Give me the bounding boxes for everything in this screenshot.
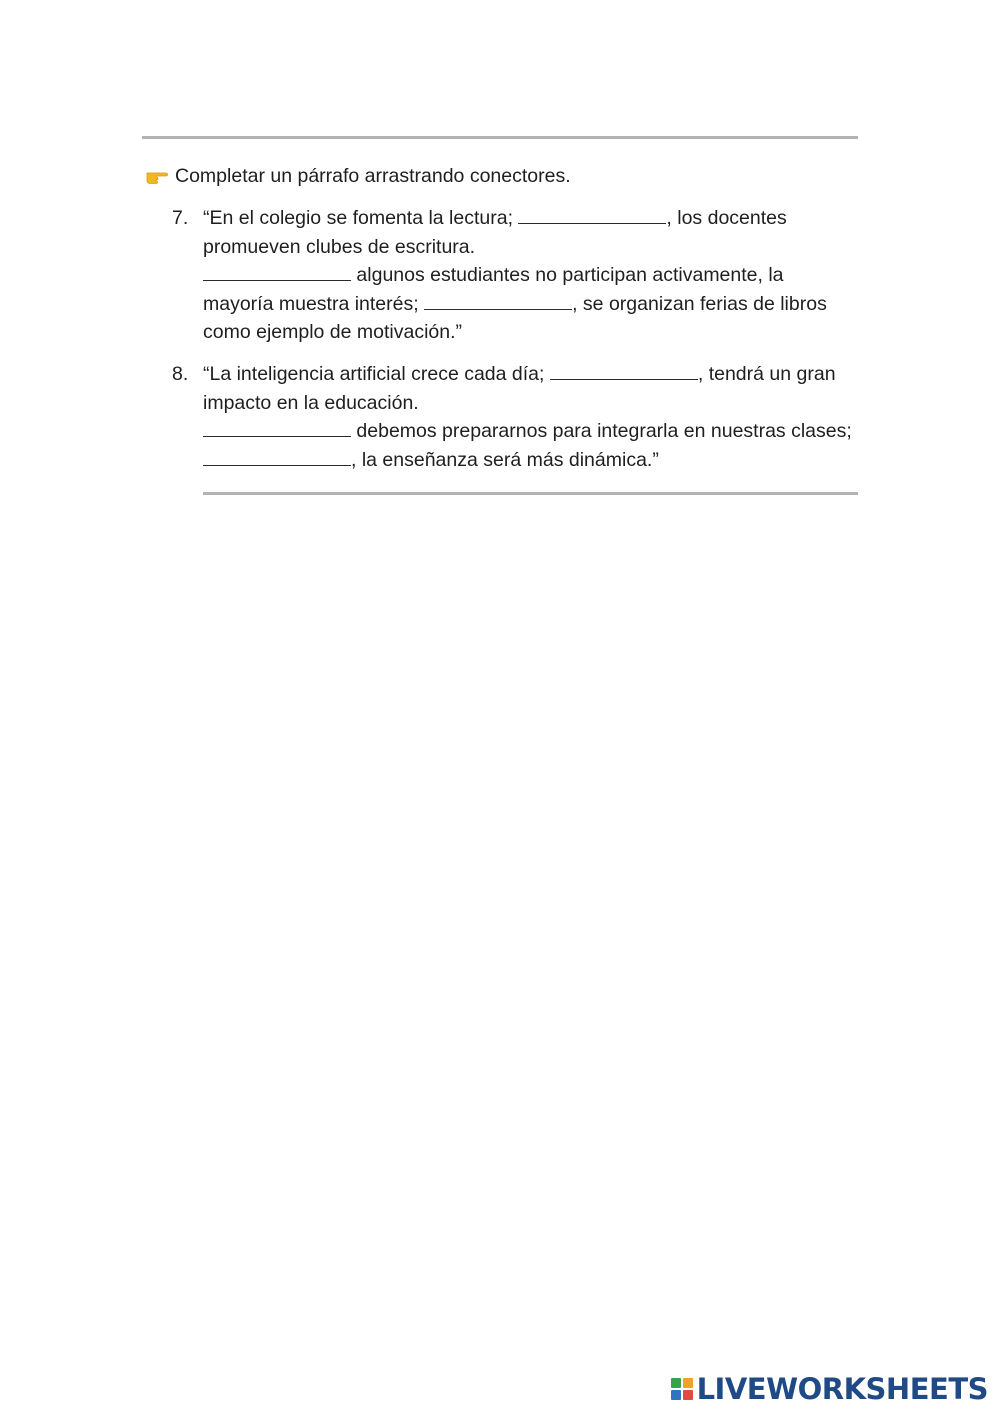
instruction <box>145 162 571 190</box>
text-segment: mayoría muestra interés; <box>203 292 425 315</box>
connector-drop-blank[interactable] <box>203 447 351 466</box>
text-segment: , se organizan ferias de libros <box>572 292 827 315</box>
text-line <box>203 204 862 233</box>
text-segment: , la enseñanza será más dinámica.” <box>351 448 659 471</box>
text-line: impacto en la educación. <box>203 391 419 414</box>
question-8 <box>172 360 862 474</box>
text-segment: algunos estudiantes no participan activamente, la <box>351 264 784 287</box>
text-segment: “En el colegio se fomenta la lectura; <box>203 207 519 229</box>
logo-square-icon <box>683 1390 693 1400</box>
text-line: promueven clubes de escritura. <box>203 235 476 258</box>
question-number: 8. <box>172 363 189 385</box>
text-segment: debemos prepararnos para integrarla en nuestras clases; <box>351 420 852 443</box>
question-number: 7. <box>172 207 189 229</box>
text-line <box>203 446 862 475</box>
text-line <box>203 261 862 290</box>
text-segment: , tendrá un gran <box>697 363 836 385</box>
question-body <box>203 204 862 347</box>
text-line <box>203 417 862 446</box>
text-line <box>203 290 862 319</box>
connector-drop-blank[interactable] <box>424 291 572 310</box>
logo-square-icon <box>671 1378 681 1388</box>
text-line <box>203 360 862 389</box>
pointing-hand-icon <box>145 164 169 188</box>
question-body <box>203 360 862 474</box>
logo-square-icon <box>671 1390 681 1400</box>
liveworksheets-logo <box>671 1372 988 1406</box>
bottom-divider <box>203 492 858 495</box>
top-divider <box>142 136 858 139</box>
logo-text: LIVEWORKSHEETS <box>696 1372 988 1406</box>
connector-drop-blank[interactable] <box>550 361 698 380</box>
connector-drop-blank[interactable] <box>203 418 351 437</box>
logo-mark-icon <box>671 1378 693 1400</box>
text-line: como ejemplo de motivación.” <box>203 321 463 344</box>
connector-drop-blank[interactable] <box>203 262 351 281</box>
text-segment: , los docentes <box>666 207 787 229</box>
logo-square-icon <box>683 1378 693 1388</box>
instruction-text: Completar un párrafo arrastrando conectores. <box>175 165 571 187</box>
text-segment: “La inteligencia artificial crece cada día; <box>203 363 550 385</box>
question-7 <box>172 204 862 347</box>
connector-drop-blank[interactable] <box>518 205 666 224</box>
